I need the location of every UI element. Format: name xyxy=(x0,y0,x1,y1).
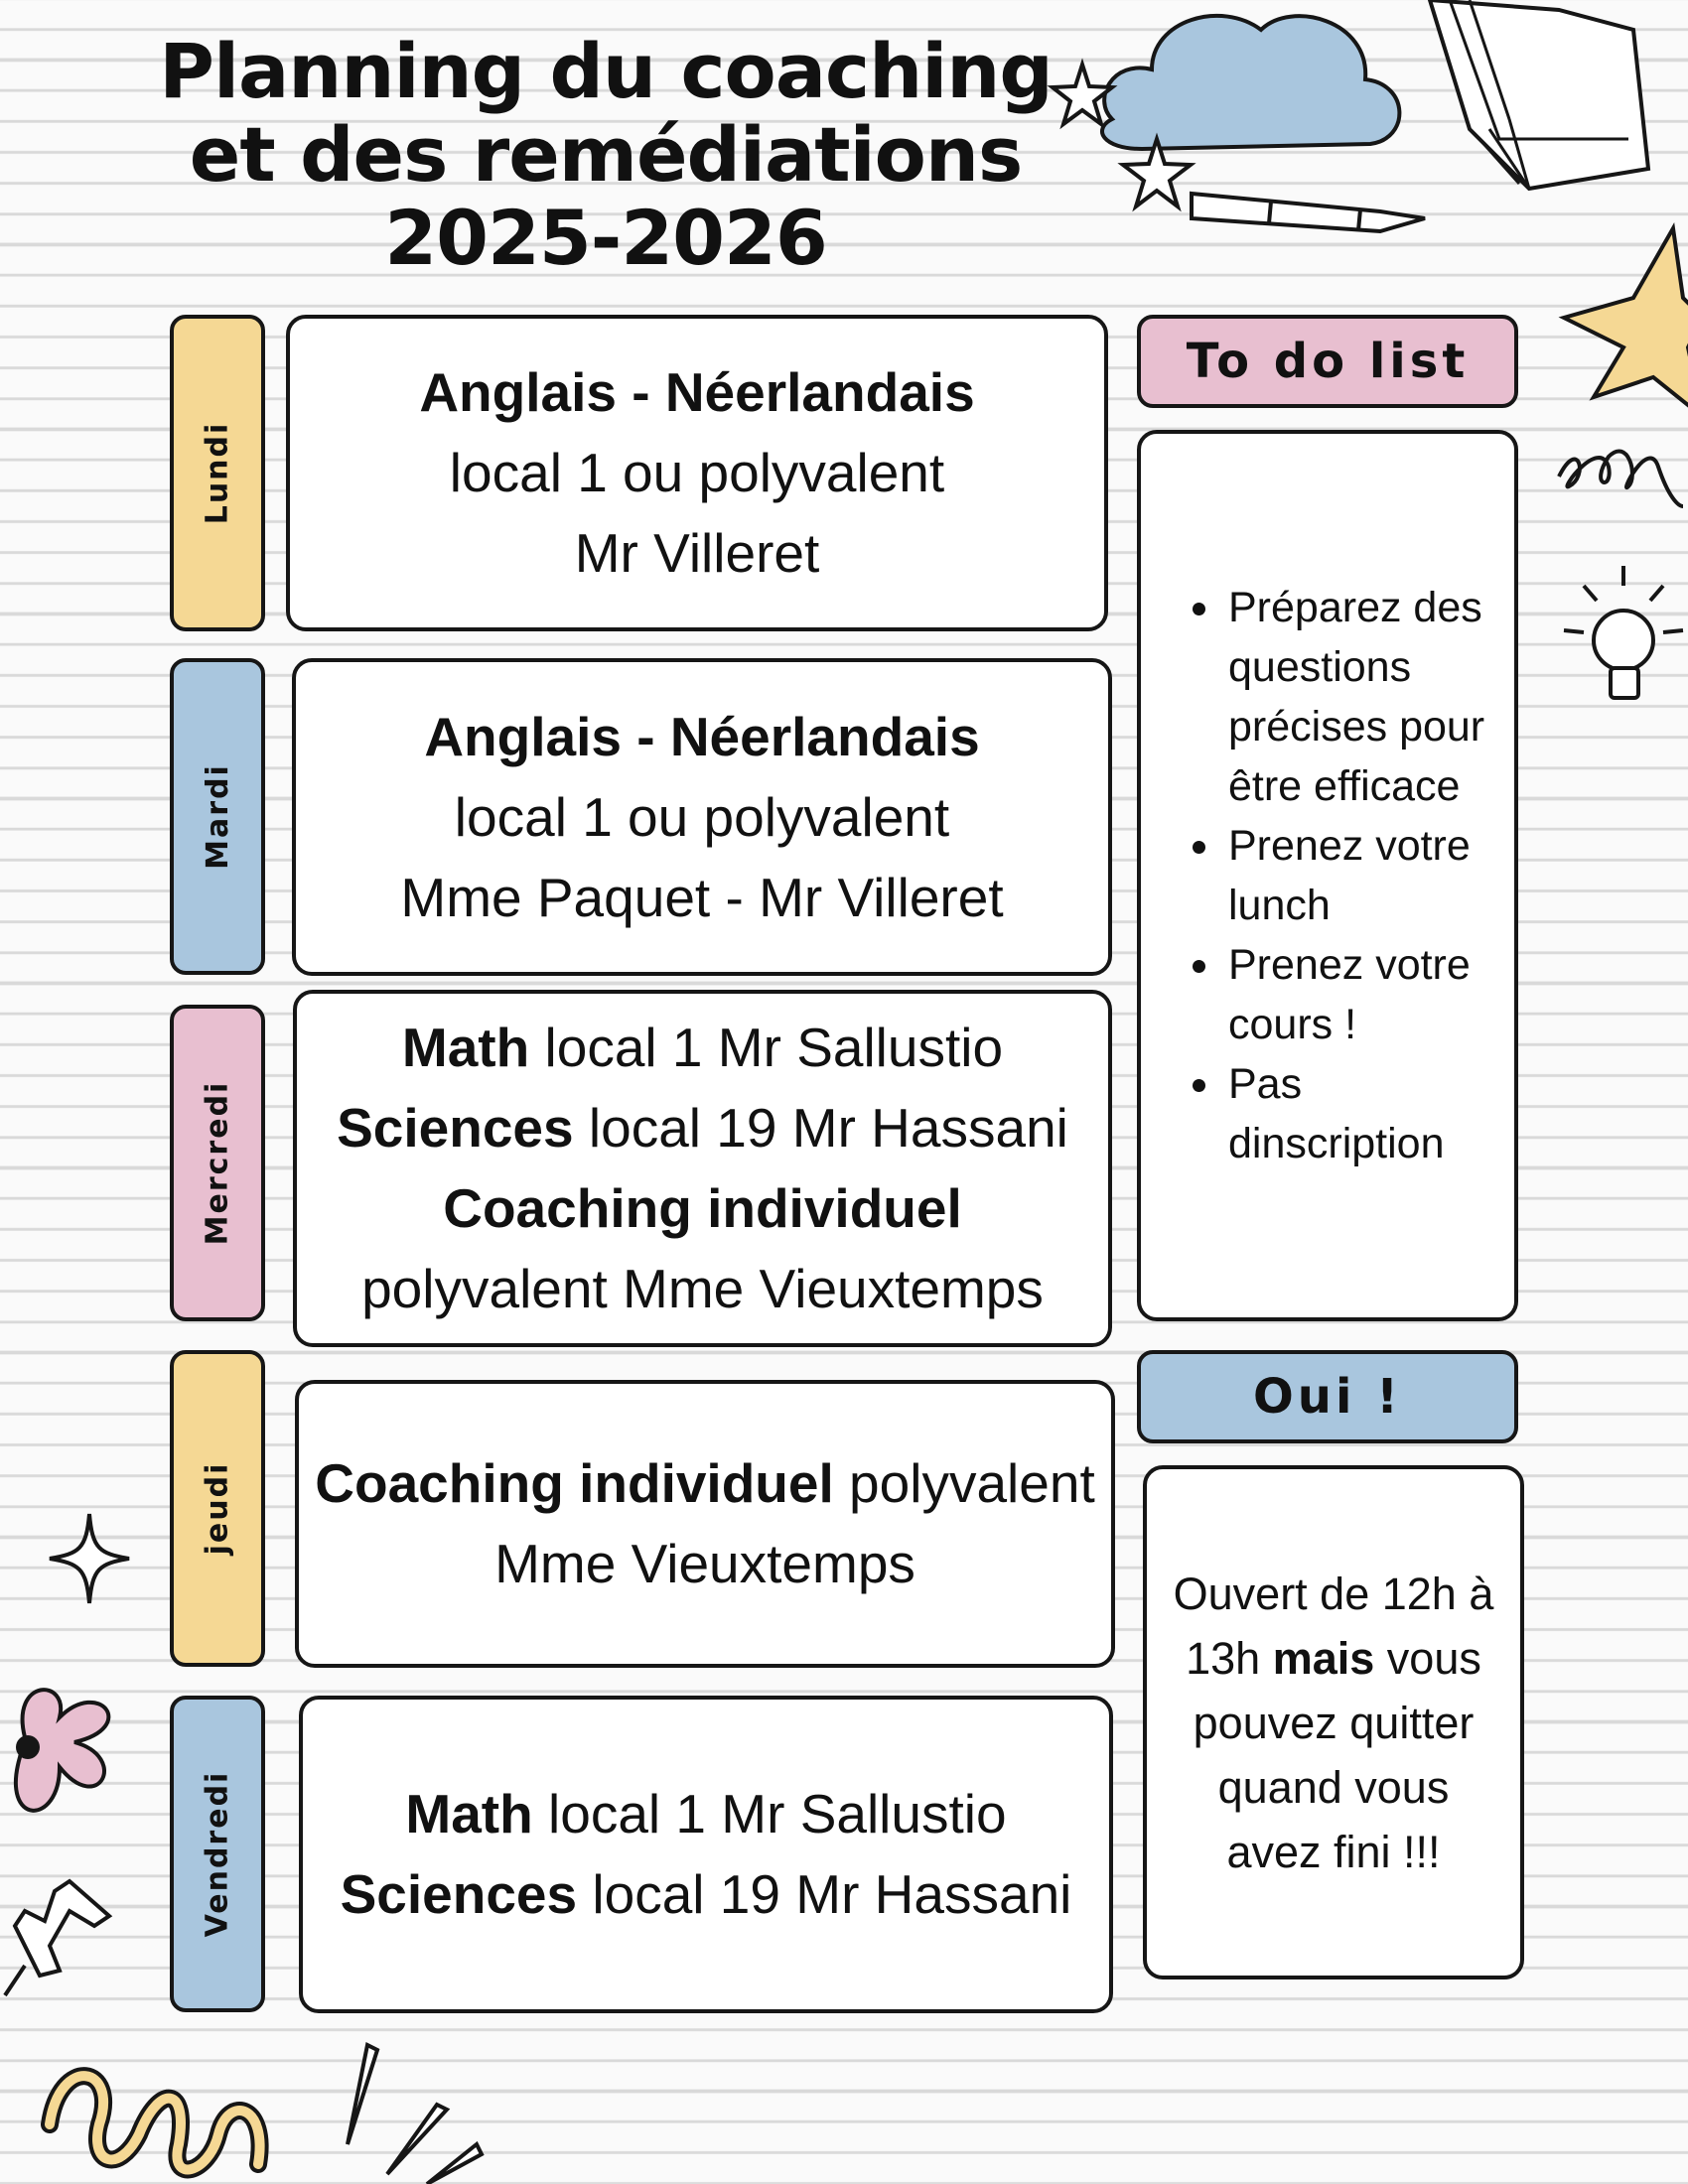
detail-text: Mme Paquet - Mr Villeret xyxy=(400,866,1004,928)
day-label: Mardi xyxy=(200,763,235,870)
day-label: jeudi xyxy=(200,1461,235,1556)
squiggle-icon xyxy=(40,2045,288,2184)
day-tab-vendredi xyxy=(170,1696,265,2012)
detail-text: local 1 Mr Sallustio xyxy=(532,1783,1007,1844)
subject-text: Sciences xyxy=(337,1097,574,1159)
detail-text: Mr Villeret xyxy=(574,522,820,584)
todo-title: To do list xyxy=(1137,315,1518,408)
schedule-line xyxy=(337,1088,1068,1168)
day-label: Vendredi xyxy=(200,1770,235,1938)
todo-list-panel xyxy=(1137,430,1518,1321)
detail-text: local 1 Mr Sallustio xyxy=(529,1017,1004,1078)
schedule-line xyxy=(315,1443,1094,1524)
schedule-line xyxy=(361,1249,1044,1329)
oui-panel xyxy=(1143,1465,1524,1979)
oui-text-start: Ouvert de 12h à 13h xyxy=(1173,1568,1494,1684)
schedule-line xyxy=(575,513,820,594)
subject-text: Math xyxy=(405,1783,533,1844)
schedule-card-mardi xyxy=(292,658,1112,976)
title-line-1: Planning du coaching xyxy=(159,27,1053,115)
oui-text-bold: mais xyxy=(1272,1632,1375,1684)
todo-item: • Préparez des questions précises pour être efficace xyxy=(1224,578,1514,816)
oui-text-end: vous pouvez quitter quand vous avez fini !!! xyxy=(1193,1632,1481,1877)
subject-text: Math xyxy=(401,1017,530,1078)
schedule-card-vendredi xyxy=(299,1696,1113,2013)
day-tab-mardi xyxy=(170,658,265,975)
day-label: Lundi xyxy=(200,421,235,525)
schedule-card-lundi xyxy=(286,315,1108,631)
day-tab-lundi xyxy=(170,315,265,631)
pen-icon xyxy=(1182,174,1440,253)
day-tab-mercredi xyxy=(170,1005,265,1321)
page-title xyxy=(139,27,1072,282)
schedule-line xyxy=(450,433,944,513)
day-label: Mercredi xyxy=(200,1080,235,1246)
flower-icon xyxy=(0,1638,129,1837)
subject-text: Anglais - Néerlandais xyxy=(424,705,980,767)
subject-text: Coaching individuel xyxy=(443,1177,962,1239)
pin-icon xyxy=(0,1866,129,2015)
schedule-line xyxy=(494,1524,915,1604)
schedule-line xyxy=(341,1854,1072,1935)
detail-text: local 19 Mr Hassani xyxy=(573,1097,1068,1159)
title-line-3: 2025-2026 xyxy=(384,194,827,282)
oui-text xyxy=(1147,1469,1520,1976)
schedule-card-mercredi xyxy=(293,990,1112,1347)
schedule-line xyxy=(405,1774,1006,1854)
todo-item: • Pas dinscription xyxy=(1224,1054,1514,1173)
lightbulb-icon xyxy=(1559,561,1688,730)
star-icon xyxy=(1048,60,1117,129)
todo-item: • Prenez votre cours ! xyxy=(1224,935,1514,1054)
big-star-icon xyxy=(1554,218,1688,427)
detail-text: local 19 Mr Hassani xyxy=(577,1863,1072,1925)
subject-text: Sciences xyxy=(340,1863,578,1925)
schedule-line xyxy=(424,697,979,777)
schedule-line xyxy=(400,858,1003,938)
subject-text: Coaching individuel xyxy=(315,1452,834,1514)
detail-text: local 1 ou polyvalent xyxy=(454,785,950,848)
todo-item: • Prenez votre lunch xyxy=(1224,816,1514,935)
detail-text: Mme Vieuxtemps xyxy=(494,1533,915,1594)
detail-text: polyvalent xyxy=(833,1452,1095,1514)
burst-lines-icon xyxy=(328,2035,487,2184)
subject-text: Anglais - Néerlandais xyxy=(419,361,975,423)
day-tab-jeudi xyxy=(170,1350,265,1667)
schedule-line xyxy=(402,1008,1003,1088)
detail-text: polyvalent Mme Vieuxtemps xyxy=(361,1258,1044,1319)
todo-list xyxy=(1141,578,1514,1173)
schedule-line xyxy=(419,352,974,433)
oui-title: Oui ! xyxy=(1137,1350,1518,1443)
title-line-2: et des remédiations xyxy=(189,110,1023,199)
schedule-line xyxy=(443,1168,962,1249)
detail-text: local 1 ou polyvalent xyxy=(449,442,945,503)
spring-icon xyxy=(1549,427,1688,526)
book-icon xyxy=(1410,0,1668,199)
sparkle-icon xyxy=(45,1509,134,1608)
schedule-line xyxy=(455,777,949,858)
schedule-card-jeudi xyxy=(295,1380,1115,1668)
